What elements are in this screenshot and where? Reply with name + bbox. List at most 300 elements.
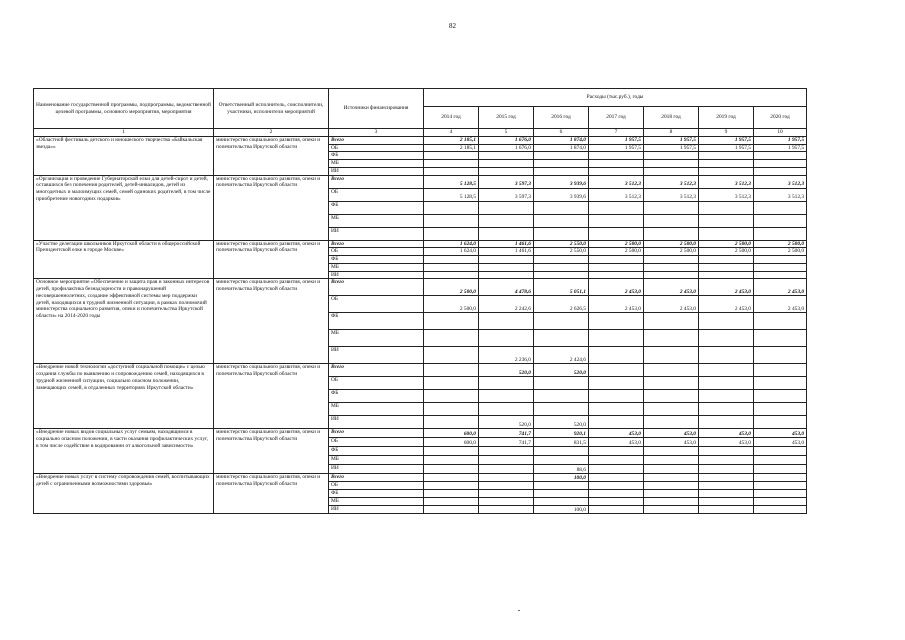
value-cell [479, 214, 534, 227]
value-cell: 453,0 [699, 438, 754, 447]
value-cell [479, 456, 534, 465]
value-cell [479, 377, 534, 390]
value-cell [754, 364, 807, 377]
value-cell: 2 453,0 [699, 279, 754, 296]
value-cell [424, 447, 479, 456]
value-cell [699, 347, 754, 364]
value-cell [534, 390, 589, 403]
value-cell [699, 465, 754, 474]
value-cell: 1 461,6 [479, 240, 534, 248]
value-cell [589, 506, 644, 514]
value-cell [644, 377, 699, 390]
funding-source: МБ [329, 498, 424, 506]
value-cell [754, 347, 807, 364]
value-cell: 3 512,3 [699, 175, 754, 188]
funding-source: Всего [329, 240, 424, 248]
funding-source: ФБ [329, 201, 424, 214]
page-number: 82 [449, 22, 456, 30]
value-cell [644, 330, 699, 347]
value-cell: 1 957,5 [754, 136, 807, 144]
header-year: 2017 год [589, 107, 644, 129]
value-cell [644, 490, 699, 498]
value-cell [589, 377, 644, 390]
value-cell [589, 214, 644, 227]
value-cell [699, 167, 754, 175]
value-cell [644, 390, 699, 403]
value-cell [699, 256, 754, 264]
header-year: 2016 год [534, 107, 589, 129]
value-cell [424, 201, 479, 214]
value-cell [644, 201, 699, 214]
value-cell: 520,0 [479, 364, 534, 377]
funding-source: Всего [329, 474, 424, 482]
value-cell [479, 313, 534, 330]
budget-table [33, 88, 807, 514]
column-number: 10 [754, 129, 807, 137]
measure-executor: министерство социального развития, опеки и попечительства Иркутской области [214, 474, 329, 514]
value-cell: 2 500,0 [754, 248, 807, 256]
value-cell [644, 263, 699, 271]
value-cell: 453,0 [644, 438, 699, 447]
column-number: 2 [214, 129, 329, 137]
value-cell [424, 403, 479, 416]
value-cell [424, 313, 479, 330]
column-number: 8 [644, 129, 699, 137]
header-executor: Ответственный исполнитель, соисполнители, участники, исполнители мероприятий [214, 89, 329, 129]
value-cell [479, 465, 534, 474]
funding-source: Всего [329, 136, 424, 144]
value-cell [754, 474, 807, 482]
value-cell [589, 160, 644, 168]
value-cell [754, 227, 807, 240]
measure-executor: министерство социального развития, опеки и попечительства Иркутской области [214, 279, 329, 364]
value-cell [754, 447, 807, 456]
value-cell [754, 498, 807, 506]
column-number: 6 [534, 129, 589, 137]
value-cell [479, 271, 534, 279]
value-cell [644, 456, 699, 465]
measure-name: «Внедрение новых услуг в систему сопровождения семей, воспитывающих детей с ограниченными возможностями здоровья» [34, 474, 214, 514]
value-cell: 3 512,3 [589, 188, 644, 201]
value-cell: 2 453,0 [754, 296, 807, 313]
funding-source: МБ [329, 214, 424, 227]
value-cell [424, 490, 479, 498]
value-cell: 2 500,0 [754, 240, 807, 248]
value-cell: 1 874,0 [534, 136, 589, 144]
value-cell [589, 465, 644, 474]
value-cell: 453,0 [699, 429, 754, 438]
value-cell [534, 447, 589, 456]
value-cell: 3 512,3 [754, 175, 807, 188]
value-cell [534, 214, 589, 227]
value-cell: 2 550,0 [534, 240, 589, 248]
measure-name: «Областной фестиваль детского и юношеского творчества «Байкальская звезда»» [34, 136, 214, 175]
value-cell [479, 403, 534, 416]
table-row [34, 429, 807, 438]
measure-executor: министерство социального развития, опеки и попечительства Иркутской области [214, 175, 329, 240]
value-cell [424, 330, 479, 347]
value-cell [534, 263, 589, 271]
value-cell: 3 512,3 [754, 188, 807, 201]
value-cell [699, 152, 754, 160]
value-cell [534, 201, 589, 214]
header-year: 2014 год [424, 107, 479, 129]
measure-name: Основное мероприятие «Обеспечение и защита прав и законных интересов детей, профилактика безнадзорности и правонарушений несовершеннолетних, создание эффективной системы мер поддержки детей, находящихся в трудной жизненной ситуации, в рамках полномочий министерства социального развития, опеки и попечительства Иркутской области» на 2014-2020 годы [34, 279, 214, 364]
value-cell [424, 167, 479, 175]
value-cell: 741,7 [479, 429, 534, 438]
value-cell [699, 271, 754, 279]
value-cell: 5 051,1 [534, 279, 589, 296]
value-cell: 2 242,6 [479, 296, 534, 313]
value-cell: 2 424,6 [534, 347, 589, 364]
value-cell [754, 256, 807, 264]
value-cell [754, 403, 807, 416]
value-cell [479, 506, 534, 514]
value-cell [534, 330, 589, 347]
value-cell [699, 313, 754, 330]
value-cell: 2 185,1 [424, 144, 479, 152]
value-cell [424, 456, 479, 465]
value-cell: 2 500,0 [424, 279, 479, 296]
value-cell [699, 263, 754, 271]
value-cell [754, 201, 807, 214]
value-cell [754, 214, 807, 227]
value-cell: 1 957,5 [699, 144, 754, 152]
value-cell [479, 256, 534, 264]
funding-source: ОБ [329, 438, 424, 447]
value-cell: 453,0 [754, 429, 807, 438]
value-cell: 3 597,3 [479, 188, 534, 201]
value-cell [754, 330, 807, 347]
value-cell [754, 271, 807, 279]
funding-source: МБ [329, 403, 424, 416]
value-cell [424, 214, 479, 227]
value-cell [424, 271, 479, 279]
value-cell [534, 167, 589, 175]
value-cell: 2 550,0 [534, 248, 589, 256]
value-cell [699, 377, 754, 390]
value-cell [699, 364, 754, 377]
value-cell: 5 128,5 [424, 188, 479, 201]
measure-name: «Участие делегации школьников Иркутской области в общероссийской Президентской елке в городе Москве» [34, 240, 214, 279]
table-row [34, 240, 807, 248]
value-cell [754, 167, 807, 175]
value-cell [644, 160, 699, 168]
table-row [34, 279, 807, 296]
value-cell [589, 364, 644, 377]
value-cell: 1 957,5 [644, 144, 699, 152]
value-cell [534, 271, 589, 279]
measure-executor: министерство социального развития, опеки и попечительства Иркутской области [214, 429, 329, 474]
funding-source: ОБ [329, 188, 424, 201]
value-cell: 3 512,3 [644, 175, 699, 188]
value-cell: 2 453,0 [644, 296, 699, 313]
value-cell [699, 330, 754, 347]
funding-source: ИИ [329, 506, 424, 514]
funding-source: ФБ [329, 256, 424, 264]
value-cell [589, 256, 644, 264]
value-cell: 920,1 [534, 429, 589, 438]
value-cell: 520,0 [534, 364, 589, 377]
value-cell: 2 500,0 [644, 240, 699, 248]
value-cell: 831,5 [534, 438, 589, 447]
funding-source: Всего [329, 279, 424, 296]
funding-source: ОБ [329, 482, 424, 490]
value-cell [754, 313, 807, 330]
value-cell [534, 377, 589, 390]
value-cell [534, 403, 589, 416]
value-cell [644, 152, 699, 160]
value-cell [589, 447, 644, 456]
value-cell [534, 227, 589, 240]
value-cell [644, 403, 699, 416]
value-cell [699, 482, 754, 490]
value-cell: 2 453,0 [589, 279, 644, 296]
measure-name: «Внедрение новой технологии «доступной социальной помощи» с целью создания службы по выявлению и сопровождению семей, находящихся в трудной жизненной ситуации, социально опасном положении, замещающих семей, в отдаленных территориях Иркутской области» [34, 364, 214, 429]
value-cell [424, 465, 479, 474]
value-cell: 1 957,5 [754, 144, 807, 152]
value-cell [479, 167, 534, 175]
value-cell [424, 347, 479, 364]
value-cell [534, 456, 589, 465]
value-cell: 1 957,5 [699, 136, 754, 144]
value-cell [644, 474, 699, 482]
value-cell [589, 390, 644, 403]
value-cell [644, 214, 699, 227]
value-cell [589, 482, 644, 490]
value-cell [699, 201, 754, 214]
value-cell: 100,0 [534, 506, 589, 514]
value-cell [644, 498, 699, 506]
value-cell: 3 597,3 [479, 175, 534, 188]
funding-source: ОБ [329, 296, 424, 313]
value-cell [699, 474, 754, 482]
value-cell: 520,0 [479, 416, 534, 429]
value-cell [754, 160, 807, 168]
header-year: 2019 год [699, 107, 754, 129]
value-cell: 88,6 [534, 465, 589, 474]
value-cell [589, 330, 644, 347]
value-cell [534, 152, 589, 160]
funding-source: МБ [329, 330, 424, 347]
table-row [34, 364, 807, 377]
value-cell [589, 416, 644, 429]
column-number: 5 [479, 129, 534, 137]
funding-source: МБ [329, 160, 424, 168]
value-cell [479, 474, 534, 482]
header-year: 2020 год [754, 107, 807, 129]
value-cell [699, 390, 754, 403]
value-cell [754, 456, 807, 465]
column-number: 4 [424, 129, 479, 137]
value-cell: 2 500,0 [699, 248, 754, 256]
value-cell: 3 512,3 [699, 188, 754, 201]
value-cell [424, 416, 479, 429]
column-number: 1 [34, 129, 214, 137]
value-cell [699, 498, 754, 506]
funding-source: ИИ [329, 347, 424, 364]
funding-source: ФБ [329, 313, 424, 330]
funding-source: ИИ [329, 416, 424, 429]
value-cell [479, 227, 534, 240]
value-cell [589, 152, 644, 160]
funding-source: ИИ [329, 271, 424, 279]
value-cell: 1 957,5 [589, 136, 644, 144]
value-cell: 1 874,0 [534, 144, 589, 152]
value-cell [754, 506, 807, 514]
header-year: 2018 год [644, 107, 699, 129]
value-cell [534, 160, 589, 168]
value-cell [479, 390, 534, 403]
value-cell [589, 403, 644, 416]
value-cell [644, 506, 699, 514]
value-cell [699, 456, 754, 465]
value-cell [589, 474, 644, 482]
value-cell [479, 482, 534, 490]
value-cell: 3 939,6 [534, 175, 589, 188]
funding-source: ИИ [329, 465, 424, 474]
header-sources: Источники финансирования [329, 89, 424, 129]
value-cell: 1 676,0 [479, 144, 534, 152]
value-cell [644, 256, 699, 264]
value-cell [699, 506, 754, 514]
value-cell [479, 330, 534, 347]
value-cell: 600,0 [424, 438, 479, 447]
funding-source: МБ [329, 456, 424, 465]
value-cell [424, 474, 479, 482]
value-cell: 3 939,6 [534, 188, 589, 201]
value-cell [754, 490, 807, 498]
value-cell [699, 160, 754, 168]
value-cell [479, 201, 534, 214]
value-cell [644, 167, 699, 175]
value-cell [699, 490, 754, 498]
value-cell [644, 347, 699, 364]
value-cell: 2 500,0 [424, 296, 479, 313]
funding-source: ОБ [329, 377, 424, 390]
value-cell [754, 482, 807, 490]
value-cell [699, 416, 754, 429]
value-cell [424, 377, 479, 390]
value-cell: 2 626,5 [534, 296, 589, 313]
funding-source: МБ [329, 263, 424, 271]
value-cell: 100,0 [534, 474, 589, 482]
value-cell: 2 236,0 [479, 347, 534, 364]
value-cell: 453,0 [589, 429, 644, 438]
value-cell [589, 271, 644, 279]
value-cell [479, 152, 534, 160]
value-cell: 741,7 [479, 438, 534, 447]
funding-source: ИИ [329, 227, 424, 240]
value-cell [479, 447, 534, 456]
value-cell: 520,0 [534, 416, 589, 429]
value-cell: 2 500,0 [699, 240, 754, 248]
value-cell [424, 227, 479, 240]
value-cell [424, 498, 479, 506]
value-cell [534, 490, 589, 498]
value-cell [589, 347, 644, 364]
value-cell [534, 256, 589, 264]
header-program: Наименование государственной программы, подпрограммы, ведомственной целевой программы, основного мероприятия, мероприятия [34, 89, 214, 129]
value-cell [589, 263, 644, 271]
value-cell: 2 500,0 [589, 240, 644, 248]
value-cell [754, 416, 807, 429]
value-cell: 2 500,0 [589, 248, 644, 256]
value-cell [424, 256, 479, 264]
table-row [34, 474, 807, 482]
value-cell [589, 201, 644, 214]
value-cell [479, 490, 534, 498]
value-cell [754, 465, 807, 474]
measure-name: «Внедрение новых видов социальных услуг семьям, находящимся в социально опасном положении, в части оказания профилактических услуг, в том числе содействие в кодировании от алкогольной зависимости» [34, 429, 214, 474]
value-cell [644, 416, 699, 429]
value-cell [754, 377, 807, 390]
funding-source: ФБ [329, 447, 424, 456]
value-cell: 600,0 [424, 429, 479, 438]
value-cell [479, 263, 534, 271]
value-cell [754, 263, 807, 271]
column-number: 7 [589, 129, 644, 137]
value-cell [754, 390, 807, 403]
value-cell: 453,0 [754, 438, 807, 447]
value-cell: 2 453,0 [699, 296, 754, 313]
scan-mark [518, 610, 520, 611]
funding-source: Всего [329, 364, 424, 377]
funding-source: ИИ [329, 167, 424, 175]
value-cell: 1 624,0 [424, 248, 479, 256]
value-cell: 4 478,6 [479, 279, 534, 296]
funding-source: ФБ [329, 390, 424, 403]
value-cell [534, 498, 589, 506]
value-cell: 2 453,0 [644, 279, 699, 296]
value-cell: 453,0 [589, 438, 644, 447]
column-number: 9 [699, 129, 754, 137]
value-cell [589, 490, 644, 498]
value-cell [644, 482, 699, 490]
column-number: 3 [329, 129, 424, 137]
funding-source: ОБ [329, 144, 424, 152]
value-cell [589, 456, 644, 465]
value-cell: 3 512,3 [644, 188, 699, 201]
value-cell [699, 214, 754, 227]
value-cell [479, 498, 534, 506]
value-cell [644, 447, 699, 456]
value-cell: 1 957,5 [644, 136, 699, 144]
value-cell [534, 482, 589, 490]
measure-executor: министерство социального развития, опеки и попечительства Иркутской области [214, 136, 329, 175]
value-cell: 1 461,6 [479, 248, 534, 256]
table-row [34, 175, 807, 188]
value-cell: 2 500,0 [644, 248, 699, 256]
value-cell: 1 957,5 [589, 144, 644, 152]
funding-source: ФБ [329, 490, 424, 498]
value-cell [644, 271, 699, 279]
value-cell [754, 152, 807, 160]
value-cell [644, 227, 699, 240]
value-cell [644, 313, 699, 330]
funding-source: ФБ [329, 152, 424, 160]
table-row [34, 136, 807, 144]
measure-executor: министерство социального развития, опеки и попечительства Иркутской области [214, 240, 329, 279]
funding-source: ОБ [329, 248, 424, 256]
value-cell [424, 506, 479, 514]
funding-source: Всего [329, 429, 424, 438]
value-cell [424, 482, 479, 490]
value-cell: 1 624,0 [424, 240, 479, 248]
value-cell [424, 152, 479, 160]
value-cell: 1 676,0 [479, 136, 534, 144]
value-cell: 3 512,3 [589, 175, 644, 188]
